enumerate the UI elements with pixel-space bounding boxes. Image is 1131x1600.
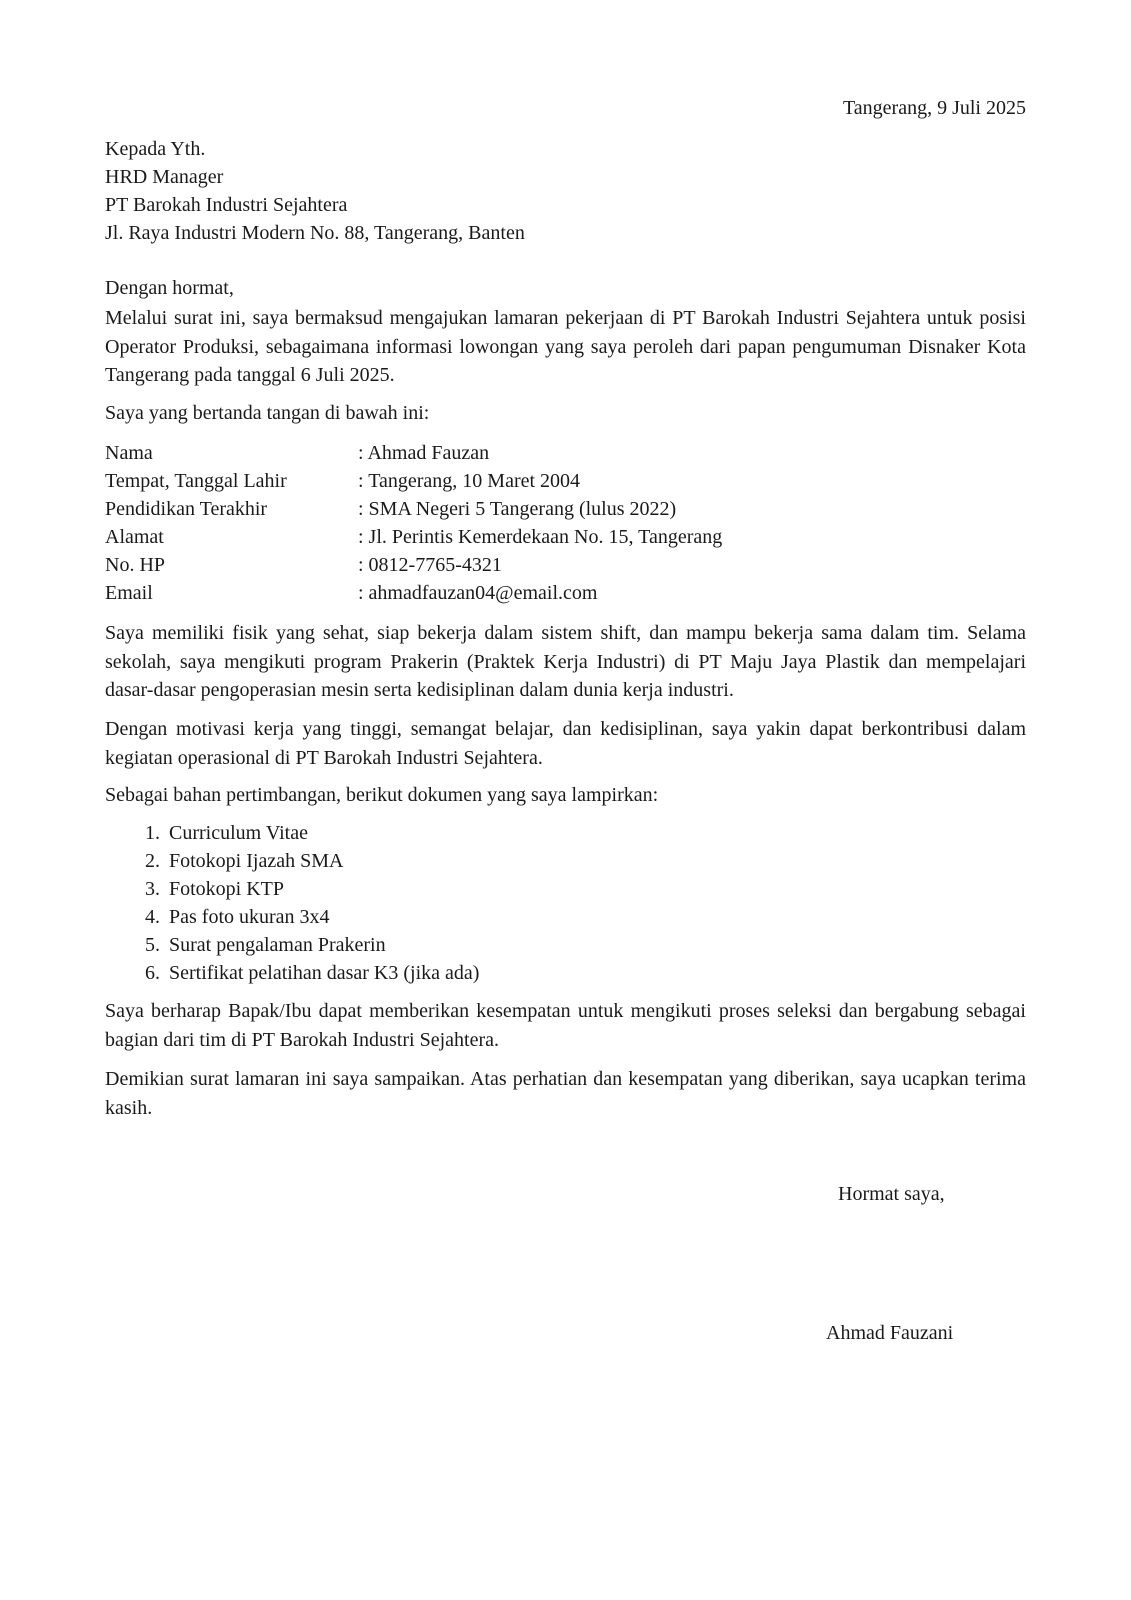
list-item: [145, 931, 479, 959]
identity-value: : ahmadfauzan04@email.com: [358, 582, 598, 604]
list-number: 4.: [145, 906, 160, 928]
recipient-block: [105, 135, 525, 247]
list-text: Pas foto ukuran 3x4: [169, 906, 330, 928]
identity-label: Nama: [105, 442, 153, 464]
list-text: Surat pengalaman Prakerin: [169, 934, 386, 956]
identity-label: Email: [105, 582, 153, 604]
signature-name: Ahmad Fauzani: [826, 1322, 954, 1344]
identity-table: [105, 439, 722, 607]
list-number: 6.: [145, 962, 160, 984]
identity-value: : 0812-7765-4321: [358, 554, 502, 576]
list-text: Fotokopi Ijazah SMA: [169, 850, 344, 872]
list-item: [145, 819, 479, 847]
qualifications-paragraph: Saya memiliki fisik yang sehat, siap bekerja dalam sistem shift, dan mampu bekerja sama dalam tim. Selama sekolah, saya mengikuti program Prakerin (Praktek Kerja Industri) di PT Maju Jaya Plastik dan mempelajari dasar-dasar pengoperasian mesin serta kedisiplinan dalam dunia kerja industri.: [105, 622, 1026, 701]
identity-value: : Jl. Perintis Kemerdekaan No. 15, Tangerang: [358, 526, 723, 548]
list-number: 2.: [145, 850, 160, 872]
list-item: [145, 847, 479, 875]
letter-date: Tangerang, 9 Juli 2025: [842, 97, 1026, 119]
identity-label: No. HP: [105, 554, 166, 576]
identity-value: : SMA Negeri 5 Tangerang (lulus 2022): [358, 498, 677, 520]
greeting: Dengan hormat,: [105, 277, 234, 299]
attachments-intro: Sebagai bahan pertimbangan, berikut dokumen yang saya lampirkan:: [105, 784, 659, 806]
intro-paragraph: Melalui surat ini, saya bermaksud mengajukan lamaran pekerjaan di PT Barokah Industri Sejahtera untuk posisi Operator Produksi, sebagaimana informasi lowongan yang saya peroleh dari papan pengumuman Disnaker Kota Tangerang pada tanggal 6 Juli 2025.: [105, 307, 1026, 386]
recipient-address: Jl. Raya Industri Modern No. 88, Tangerang, Banten: [105, 222, 525, 244]
identity-row-phone: [105, 551, 722, 579]
identity-row-address: [105, 523, 722, 551]
closing-paragraph: Demikian surat lamaran ini saya sampaikan. Atas perhatian dan kesempatan yang diberikan, saya ucapkan terima kasih.: [105, 1068, 1026, 1119]
identity-label: Alamat: [105, 526, 164, 548]
identity-row-education: [105, 495, 722, 523]
closing-salutation: Hormat saya,: [838, 1183, 945, 1205]
identity-row-email: [105, 579, 722, 607]
motivation-paragraph: Dengan motivasi kerja yang tinggi, semangat belajar, dan kedisiplinan, saya yakin dapat berkontribusi dalam kegiatan operasional di PT Barokah Industri Sejahtera.: [105, 718, 1026, 769]
letter-page: [105, 0, 1026, 1600]
list-text: Sertifikat pelatihan dasar K3 (jika ada): [169, 962, 480, 984]
identity-label: Tempat, Tanggal Lahir: [105, 470, 287, 492]
list-number: 5.: [145, 934, 160, 956]
list-item: [145, 903, 479, 931]
list-number: 3.: [145, 878, 160, 900]
identity-row-name: [105, 439, 722, 467]
hope-paragraph: Saya berharap Bapak/Ibu dapat memberikan kesempatan untuk mengikuti proses seleksi dan bergabung sebagai bagian dari tim di PT Barokah Industri Sejahtera.: [105, 1000, 1026, 1051]
identity-value: : Ahmad Fauzan: [358, 442, 490, 464]
identity-row-birth: [105, 467, 722, 495]
recipient-salutation: Kepada Yth.: [105, 138, 206, 160]
list-number: 1.: [145, 822, 160, 844]
recipient-title: HRD Manager: [105, 166, 224, 188]
list-item: [145, 875, 479, 903]
recipient-company: PT Barokah Industri Sejahtera: [105, 194, 348, 216]
identity-label: Pendidikan Terakhir: [105, 498, 268, 520]
list-item: [145, 959, 479, 987]
list-text: Fotokopi KTP: [169, 878, 285, 900]
attachment-list: [145, 819, 479, 987]
identity-value: : Tangerang, 10 Maret 2004: [358, 470, 581, 492]
list-text: Curriculum Vitae: [169, 822, 308, 844]
statement-line: Saya yang bertanda tangan di bawah ini:: [105, 402, 430, 424]
